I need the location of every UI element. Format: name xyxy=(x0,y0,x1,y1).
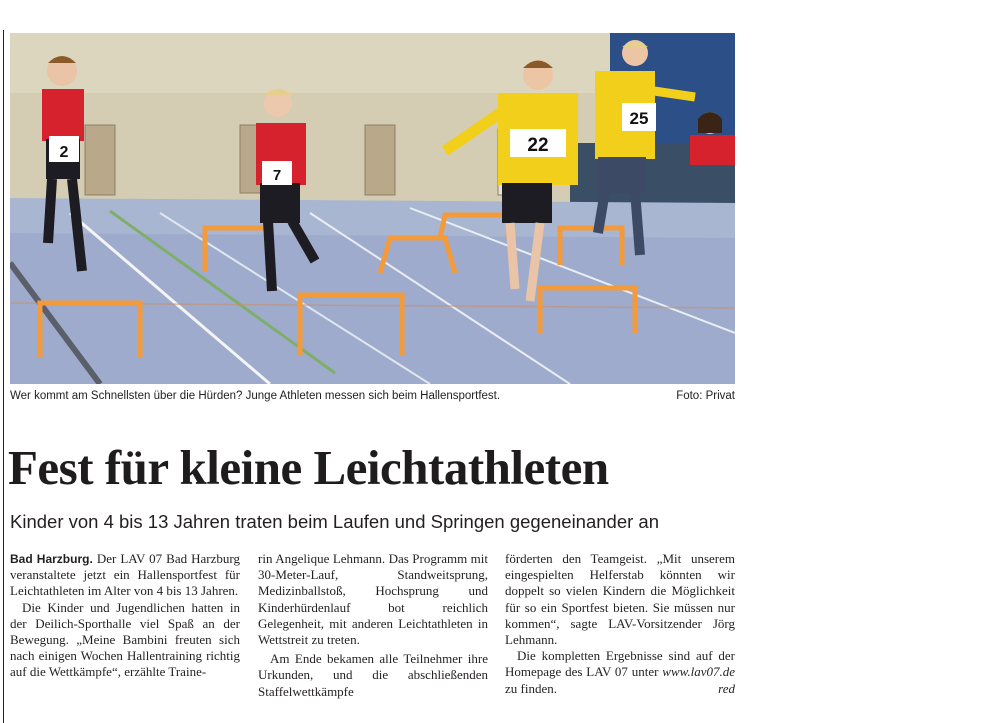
headline: Fest für kleine Leichtathleten xyxy=(8,440,609,495)
bib-number: 7 xyxy=(272,167,282,184)
paragraph-text: zu finden. xyxy=(505,680,557,696)
caption-text: Wer kommt am Schnellsten über die Hürden? Junge Athleten messen sich beim Hallensportfest. xyxy=(10,390,501,402)
bib-number: 2 xyxy=(59,144,69,161)
subheadline: Kinder von 4 bis 13 Jahren traten beim Laufen und Springen gegeneinander an xyxy=(10,511,659,532)
paragraph-text: Der LAV 07 Bad Harzburg veranstaltete jetzt ein Hallensportfest für Leichtathleten im Alter von 4 bis 13 Jahren. xyxy=(10,551,240,599)
article-column-3 xyxy=(505,551,735,697)
article-paragraph: Die Kinder und Jugendlichen hatten in der Deilich-Sporthalle viel Spaß an der Bewegung. „Meine Bambini freuten sich nach einigen Wochen Hallentraining richtig auf die Wettkämpfe“, erzählte Traine- xyxy=(10,599,240,680)
article-paragraph: förderten den Teamgeist. „Mit unserem eingespielten Helferstab könnten wir doppelt so vielen Kindern die Möglichkeit für so ein Sportfest bieten. Sie müssen nur kommen“, sagte LAV-Vorsitzender Jörg Lehmann. xyxy=(505,551,735,648)
article-paragraph xyxy=(10,551,240,600)
article-body xyxy=(10,551,735,723)
article-column-1 xyxy=(10,551,240,681)
photo-credit: Foto: Privat xyxy=(676,390,735,402)
column-rule xyxy=(3,30,4,723)
paragraph-text: Die kompletten Ergebnisse sind auf der Homepage des LAV 07 unter xyxy=(505,648,735,680)
author-signature: red xyxy=(718,680,735,696)
article-paragraph: Am Ende bekamen alle Teilnehmer ihre Urkunden, und die abschließenden Staffelwettkämpfe xyxy=(258,651,488,699)
photo-caption xyxy=(10,390,735,406)
article-paragraph: rin Angelique Lehmann. Das Programm mit 30-Meter-Lauf, Standweitsprung, Medizinballstoß, Hochsprung und Kinderhürdenlauf bot reichlich Gelegenheit, mit anderen Leichtathleten in Wettstreit zu treten. xyxy=(258,551,488,648)
article-photo xyxy=(10,33,735,384)
homepage-link[interactable]: www.lav07.de xyxy=(662,664,735,680)
article-paragraph xyxy=(505,648,735,697)
bib-number: 25 xyxy=(629,109,649,128)
dateline: Bad Harzburg. xyxy=(10,552,93,566)
article-column-2 xyxy=(258,551,488,700)
bib-number: 22 xyxy=(527,135,549,156)
